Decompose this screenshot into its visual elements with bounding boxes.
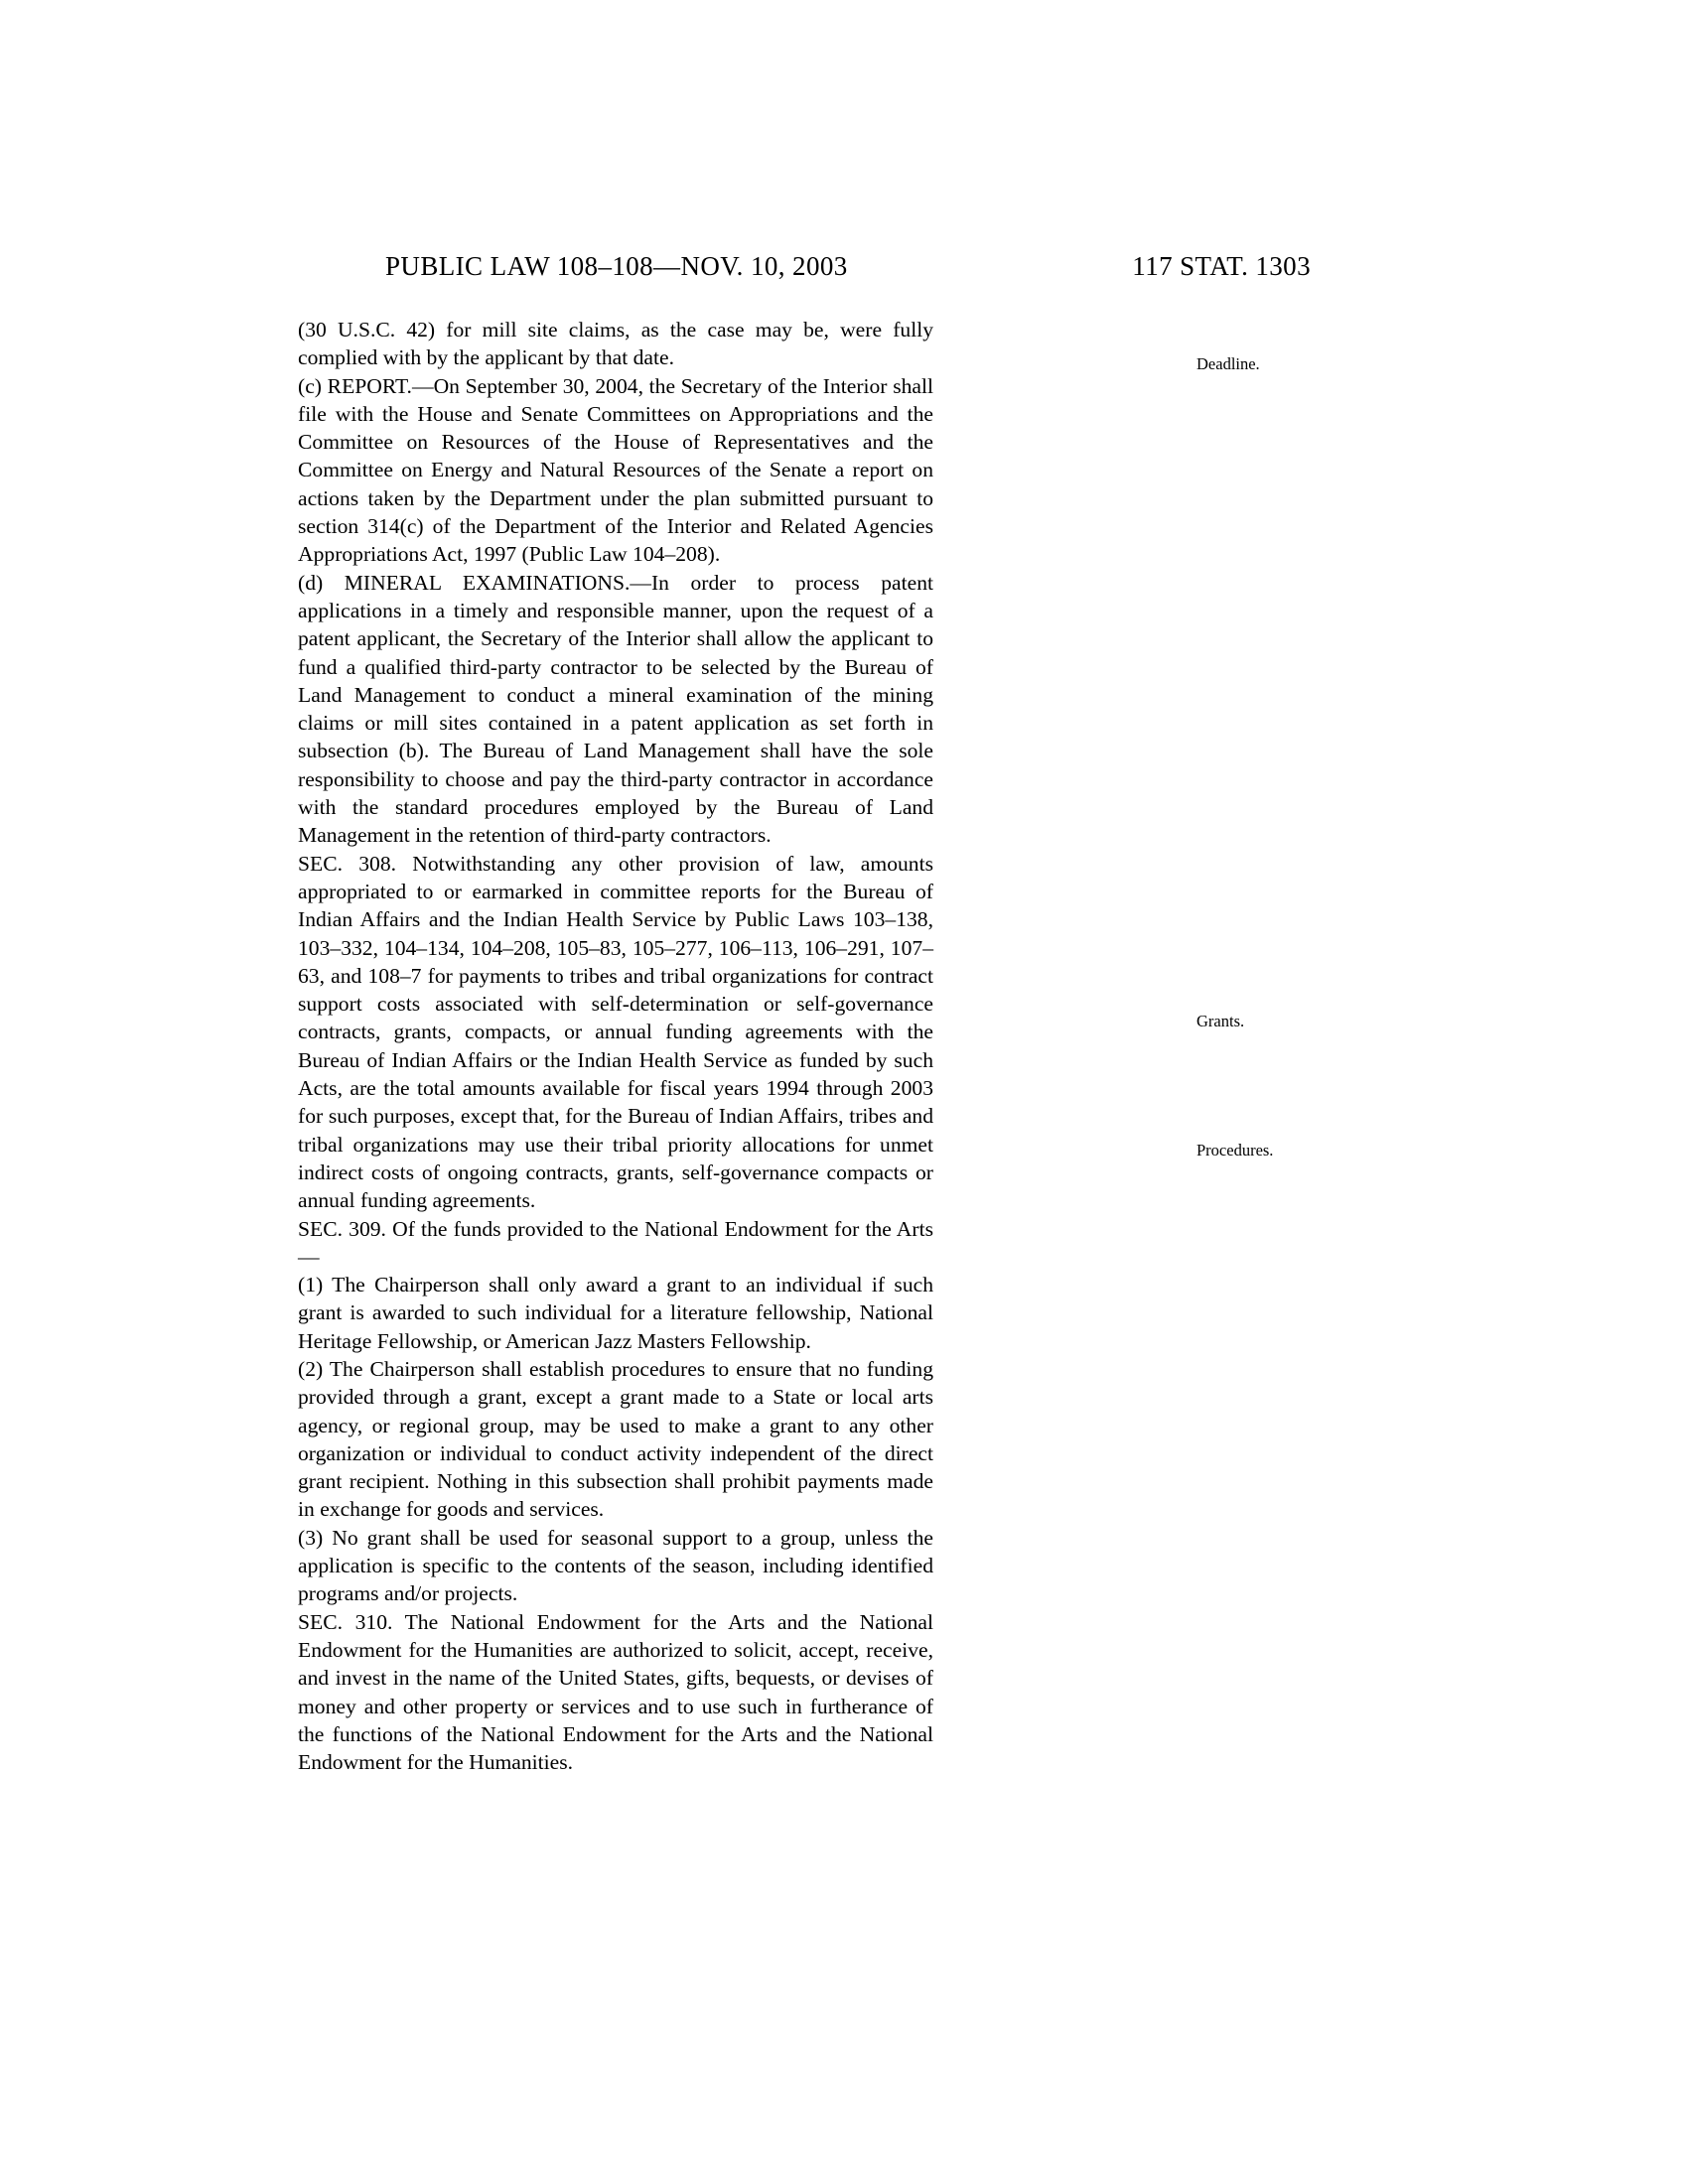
paragraph-mill-site: (30 U.S.C. 42) for mill site claims, as the case may be, were fully complied with by the applicant by that date.	[298, 318, 933, 370]
paragraph-d-mineral-examinations: (d) MINERAL EXAMINATIONS.—In order to process patent applications in a timely and responsible manner, upon the request of a patent applicant, the Secretary of the Interior shall allow the applicant to fund a qualified third-party contractor to be selected by the Bureau of Land Management to conduct a mineral examination of the mining claims or mill sites contained in a patent application as set forth in subsection (b). The Bureau of Land Management shall have the sole responsibility to choose and pay the third-party contractor in accordance with the standard procedures employed by the Bureau of Land Management in the retention of third-party contractors.	[298, 570, 933, 848]
margin-note-deadline: Deadline.	[1196, 354, 1260, 373]
paragraph-sec-309: SEC. 309. Of the funds provided to the National Endowment for the Arts—	[298, 1216, 933, 1269]
paragraph-309-item-3: (3) No grant shall be used for seasonal support to a group, unless the application is specific to the contents of the season, including identified programs and/or projects.	[298, 1525, 933, 1606]
body-text-column	[298, 316, 933, 1776]
margin-note-grants: Grants.	[1196, 1012, 1245, 1030]
paragraph-309-item-1: (1) The Chairperson shall only award a grant to an individual if such grant is awarded to such individual for a literature fellowship, National Heritage Fellowship, or American Jazz Masters Fellowship.	[298, 1273, 933, 1353]
public-law-citation: PUBLIC LAW 108–108—NOV. 10, 2003	[385, 251, 848, 281]
paragraph-sec-310: SEC. 310. The National Endowment for the Arts and the National Endowment for the Humanities are authorized to solicit, accept, receive, and invest in the name of the United States, gifts, bequests, or devises of money and other property or services and to use such in furtherance of the functions of the National Endowment for the Arts and the National Endowment for the Humanities.	[298, 1609, 933, 1775]
page-header	[0, 238, 1688, 281]
paragraph-c-report: (c) REPORT.—On September 30, 2004, the Secretary of the Interior shall file with the House and Senate Committees on Appropriations and the Committee on Resources of the House of Representatives and the Committee on Energy and Natural Resources of the Senate a report on actions taken by the Department under the plan submitted pursuant to section 314(c) of the Department of the Interior and Related Agencies Appropriations Act, 1997 (Public Law 104–208).	[298, 373, 933, 567]
margin-note-procedures: Procedures.	[1196, 1141, 1274, 1160]
paragraph-309-item-2: (2) The Chairperson shall establish procedures to ensure that no funding provided through a grant, except a grant made to a State or local arts agency, or regional group, may be used to make a grant to any other organization or individual to conduct activity independent of the direct grant recipient. Nothing in this subsection shall prohibit payments made in exchange for goods and services.	[298, 1356, 933, 1522]
paragraph-sec-308: SEC. 308. Notwithstanding any other provision of law, amounts appropriated to or earmarked in committee reports for the Bureau of Indian Affairs and the Indian Health Service by Public Laws 103–138, 103–332, 104–134, 104–208, 105–83, 105–277, 106–113, 106–291, 107–63, and 108–7 for payments to tribes and tribal organizations for contract support costs associated with self-determination or self-governance contracts, grants, compacts, or annual funding agreements with the Bureau of Indian Affairs or the Indian Health Service as funded by such Acts, are the total amounts available for fiscal years 1994 through 2003 for such purposes, except that, for the Bureau of Indian Affairs, tribes and tribal organizations may use their tribal priority allocations for unmet indirect costs of ongoing contracts, grants, self-governance compacts or annual funding agreements.	[298, 851, 933, 1213]
statute-page-number: 117 STAT. 1303	[1132, 251, 1311, 281]
